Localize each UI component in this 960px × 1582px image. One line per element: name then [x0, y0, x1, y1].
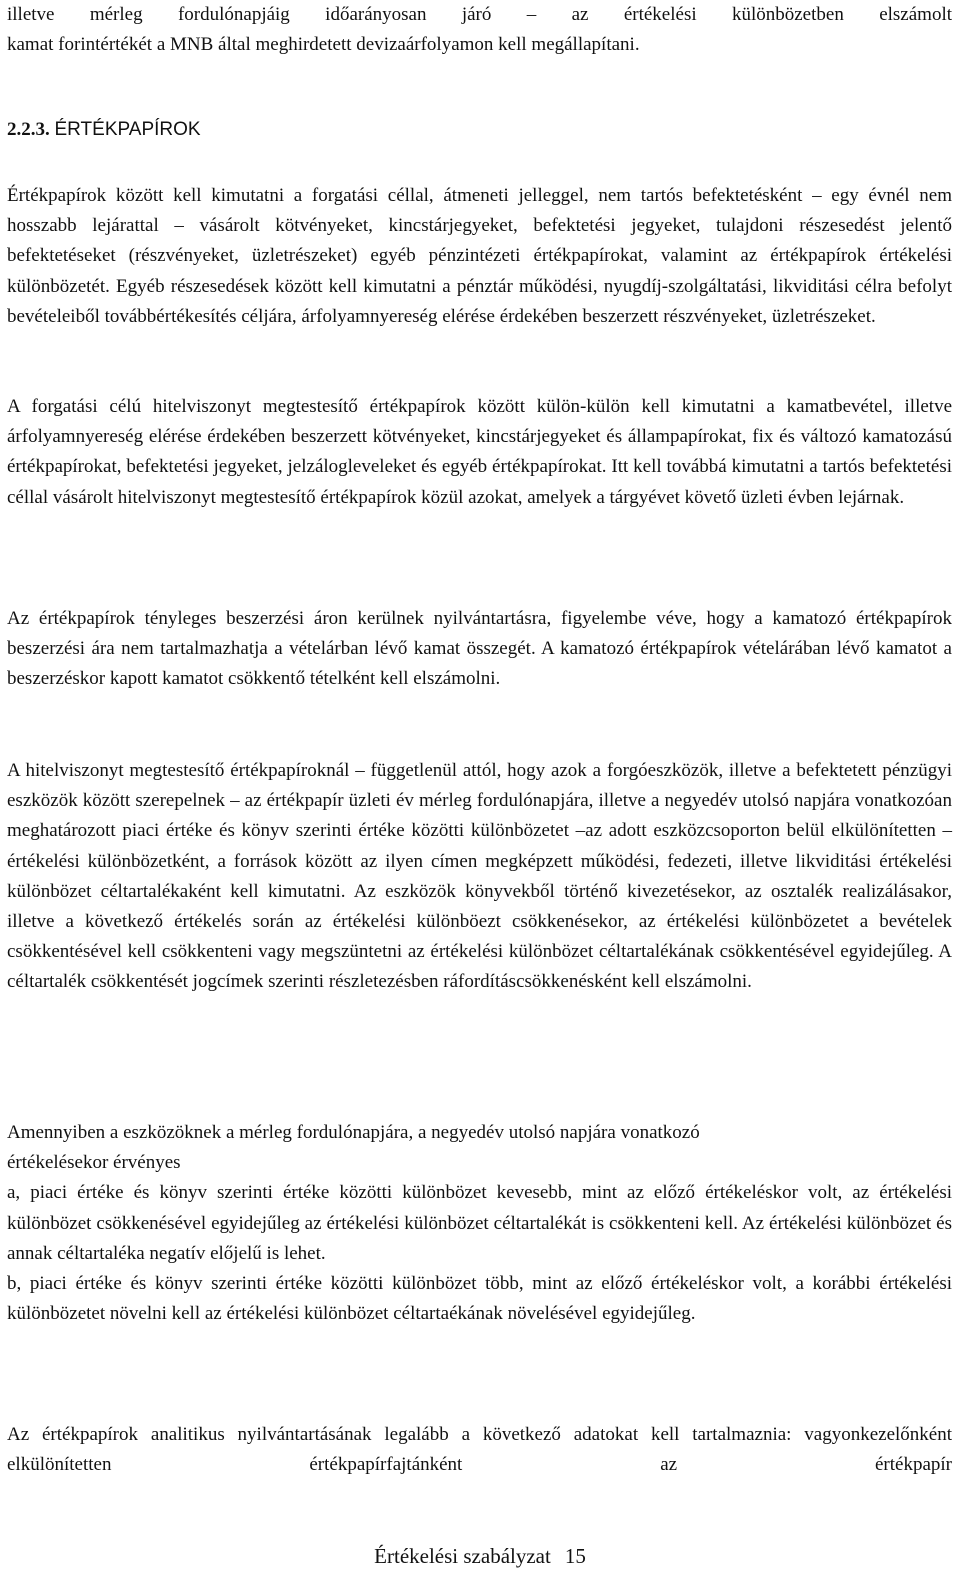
paragraph-6: [7, 1420, 952, 1480]
paragraph-3: [7, 604, 952, 695]
paragraph-2: [7, 392, 952, 513]
section-heading: [7, 115, 201, 145]
paragraph-4: [7, 756, 952, 998]
paragraph-1: [7, 181, 952, 332]
paragraph-5: [7, 1118, 952, 1329]
paragraph-2-text: A forgatási célú hitelviszonyt megtestesítő értékpapírok között külön-külön kell kimutatni a kamatbevétel, illetve árfolyamnyereség elérése érdekében beszerzett kötvényeket, kincstárjegyeket és állampapírokat, fix és változó kamatozású értékpapírokat, befektetési jegyeket, jelzálogleveleket és egyéb értékpapírokat. Itt kell továbbá kimutatni a tartós befektetési céllal vásárolt hitelviszonyt megtestesítő értékpapírok közül azokat, amelyek a tárgyévet követő üzleti évben lejárnak.: [7, 396, 952, 508]
paragraph-6-text: Az értékpapírok analitikus nyilvántartásának legalább a következő adatokat kell tartalmaznia: vagyonkezelőnként elkülönítetten értékpapírfajtánként az értékpapír: [7, 1424, 952, 1476]
section-number: 2.2.3.: [7, 119, 50, 140]
paragraph-5-item-b: b, piaci értéke és könyv szerinti értéke közötti különbözet több, mint az előző értékeléskor volt, a korábbi értékelési különbözetet növelni kell az értékelési különbözet céltartaékának növelésével egyidejűleg.: [7, 1273, 952, 1325]
page-number: 15: [564, 1544, 586, 1568]
paragraph-5-item-a: a, piaci értéke és könyv szerinti értéke közötti különbözet kevesebb, mint az előző értékeléskor volt, az értékelési különbözet csökkenésével egyidejűleg az értékelési különbözet céltartalékát is csökkenteni kell. Az értékelési különbözet és annak céltartaléka negatív előjelű is lehet.: [7, 1182, 952, 1264]
section-title: ÉRTÉKPAPÍROK: [54, 119, 201, 140]
paragraph-1-text: Értékpapírok között kell kimutatni a forgatási céllal, átmeneti jelleggel, nem tartós befektetésként – egy évnél nem hosszabb lejárattal – vásárolt kötvényeket, kincstárjegyeket, befektetési jegyeket, tulajdoni részesedést jelentő befektetéseket (részvényeket, üzletrészeket) egyéb pénzintézeti értékpapírokat, valamint az értékpapírok értékelési különbözetét. Egyéb részesedések között kell kimutatni a pénztár működési, nyugdíj-szolgáltatási, likviditási célra befolyt bevételeiből továbbértékesítés céljára, árfolyamnyereség elérése érdekében beszerzett részvényeket, üzletrészeket.: [7, 185, 952, 327]
paragraph-5-line-2: értékelésekor érvényes: [7, 1152, 181, 1174]
intro-line-2: kamat forintértékét a MNB által meghirdetett devizaárfolyamon kell megállapítani.: [7, 34, 640, 56]
intro-paragraph: [7, 0, 952, 60]
footer-label: Értékelési szabályzat: [374, 1544, 551, 1568]
paragraph-5-line-1: Amennyiben a eszközöknek a mérleg fordulónapjára, a negyedév utolsó napjára vonatkozó: [7, 1122, 700, 1143]
page-footer: [0, 1543, 960, 1569]
paragraph-3-text: Az értékpapírok tényleges beszerzési áron kerülnek nyilvántartásra, figyelembe véve, hogy a kamatozó értékpapírok beszerzési ára nem tartalmazhatja a vételárban lévő kamat összegét. A kamatozó értékpapírok vételárában lévő kamatot a beszerzéskor kapott kamatot csökkentő tételként kell elszámolni.: [7, 608, 952, 690]
intro-line-1: illetve mérleg fordulónapjáig időarányosan járó – az értékelési különbözetben elszámolt: [7, 4, 952, 25]
paragraph-4-text: A hitelviszonyt megtestesítő értékpapíroknál – függetlenül attól, hogy azok a forgóeszközök, illetve a befektetett pénzügyi eszközök között szerepelnek – az értékpapír üzleti év mérleg fordulónapjára, illetve a negyedév utolsó napjára vonatkozóan meghatározott piaci értéke és könyv szerinti értéke közötti különbözetet –az adott eszközcsoporton belül elkülönítetten – értékelési különbözetként, a források között az ilyen címen megképzett működési, fedezeti, illetve likviditási értékelési különbözet céltartalékaként kell kimutatni. Az eszközök könyvekből történő kivezetésekor, az osztalék realizálásakor, illetve a következő értékelés során az értékelési különböezt csökkenésekor, az értékelési különbözetet a bevételek csökkentésével kell csökkenteni vagy megszüntetni az értékelési különbözet céltartalékának csökkentésével egyidejűleg. A céltartalék csökkentését jogcímek szerinti részletezésben ráfordításcsökkenésként kell elszámolni.: [7, 760, 952, 993]
